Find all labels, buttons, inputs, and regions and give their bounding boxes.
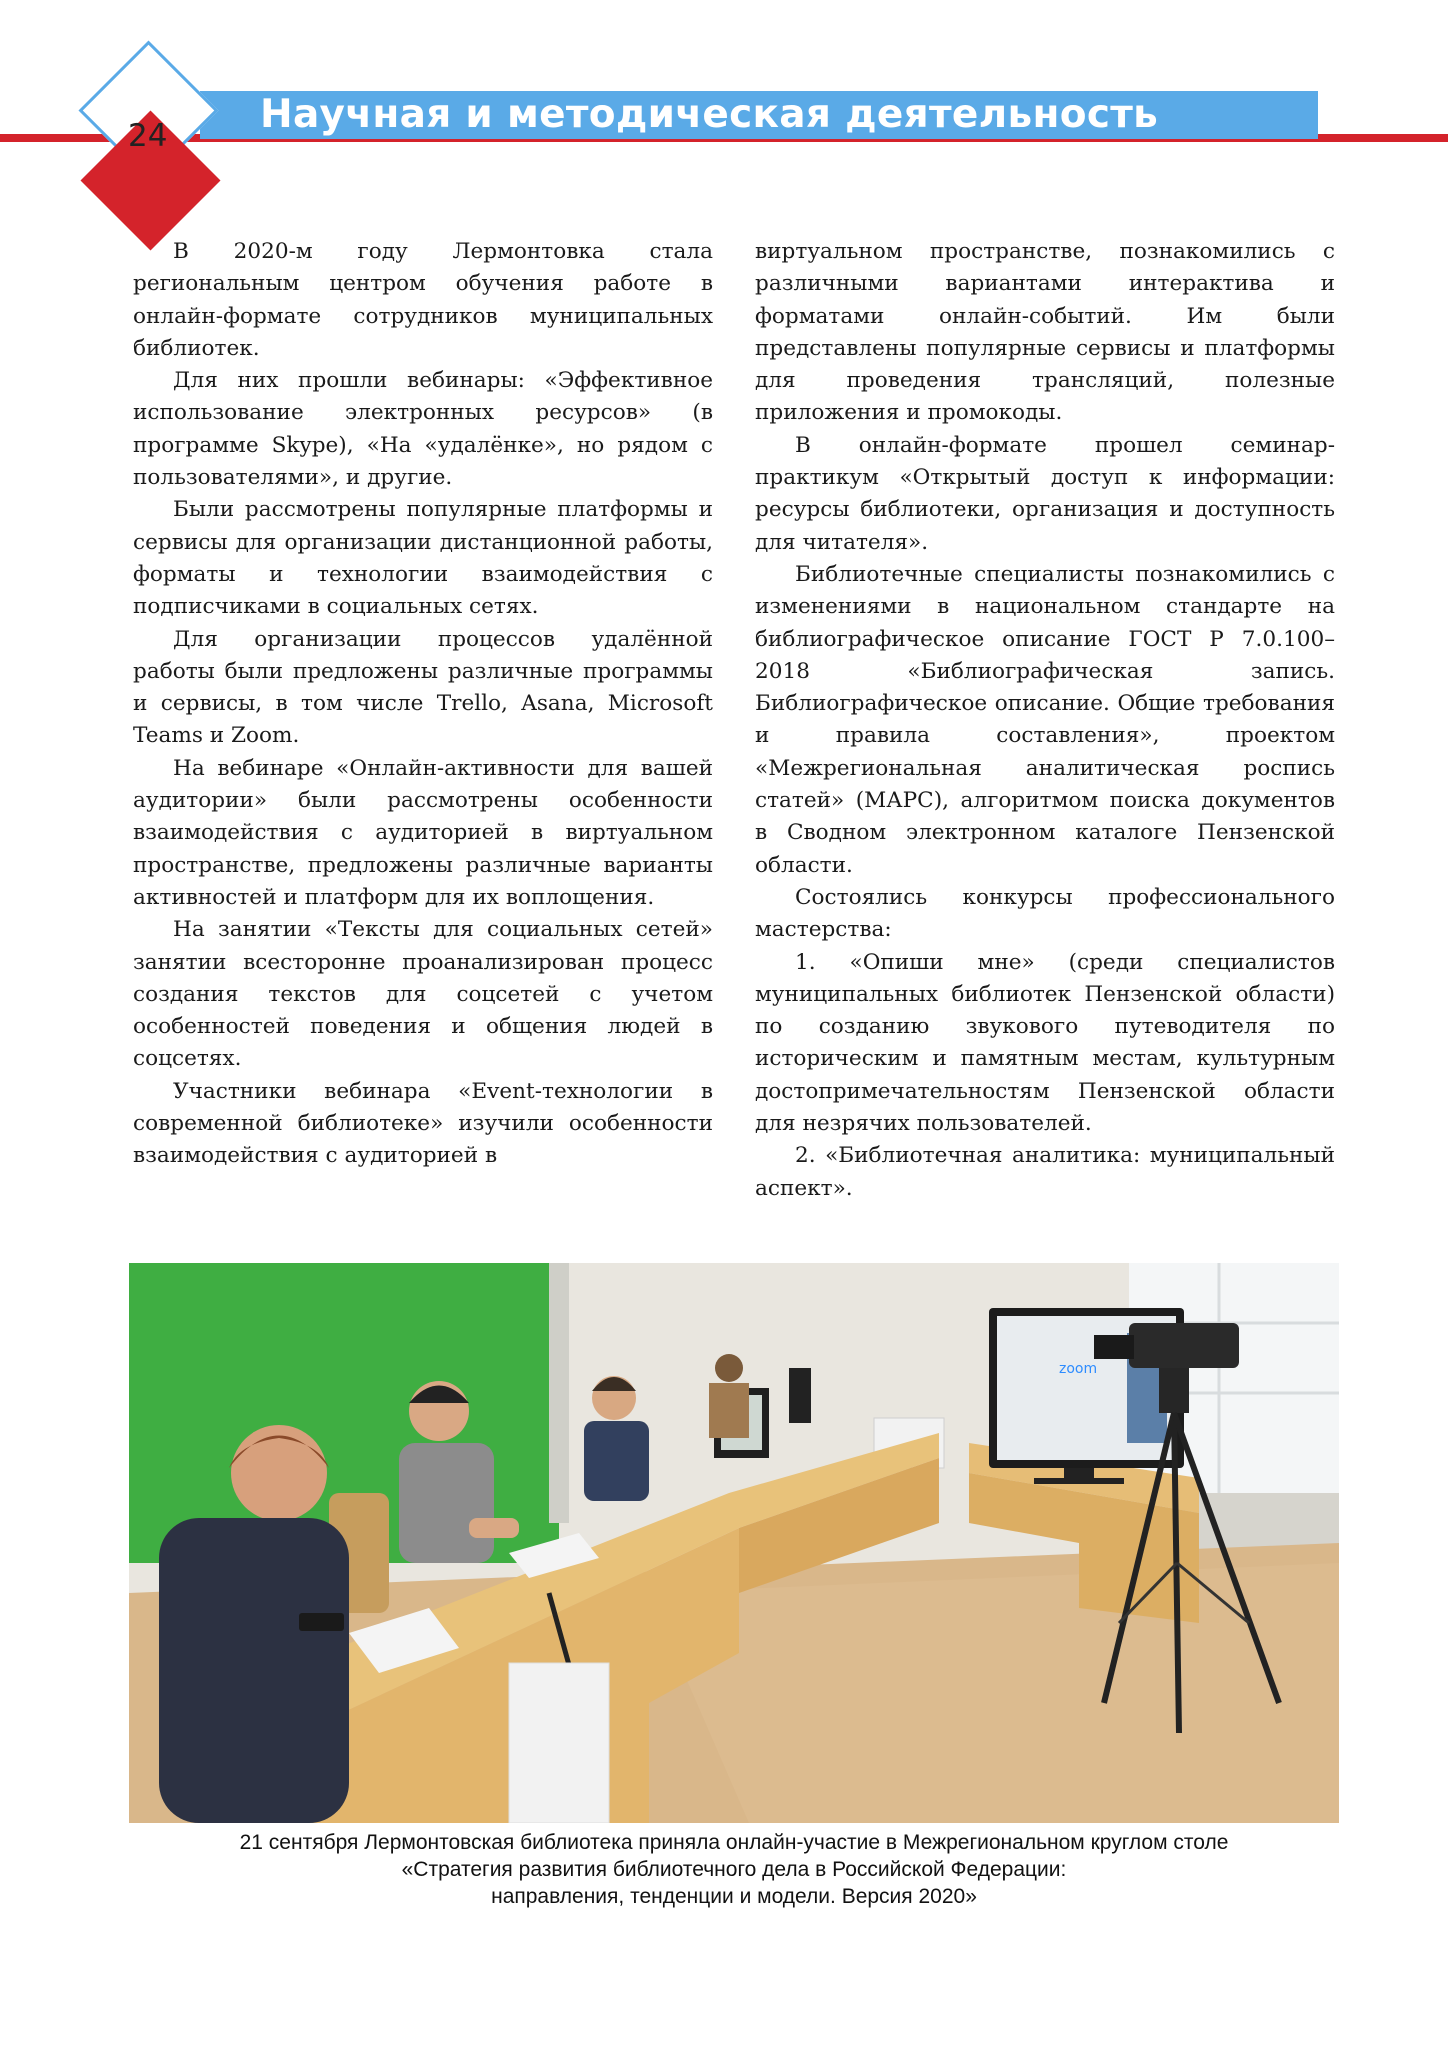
- paragraph: Состоялись конкурсы профессионального мастерства:: [755, 884, 1335, 943]
- zoom-logo-text: zoom: [1059, 1361, 1098, 1377]
- paragraph: Для организации процессов удалённой работы были предложены различные программы и сервисы, в том числе Trello, Asana, Microsoft Teams и Zoom.: [133, 626, 713, 749]
- woman-foreground: [159, 1518, 349, 1823]
- paragraph: Для них прошли вебинары: «Эффективное использование электронных ресурсов» (в программе Skype), «На «удалёнке», но рядом с пользователями», и другие.: [133, 368, 713, 491]
- man-sweater: [399, 1443, 494, 1563]
- white-box: [509, 1663, 609, 1823]
- caption-line: направления, тенденции и модели. Версия 2020»: [491, 1885, 977, 1908]
- right-text-column: [755, 236, 1335, 1205]
- event-photo: [129, 1263, 1339, 1823]
- paragraph: Участники вебинара «Event-технологии в современной библиотеке» изучили особенности взаимодействия с аудиторией в: [133, 1078, 713, 1169]
- paragraph: Библиотечные специалисты познакомились с изменениями в национальном стандарте на библиографическое описание ГОСТ Р 7.0.100–2018 «Библиографическая запись. Библиографическое описание. Общие требования и правила составления», проектом «Межрегиональная аналитическая роспись статей» (МАРС), алгоритмом поиска документов в Сводном электронном каталоге Пензенской области.: [755, 561, 1335, 878]
- paragraph-continuation: виртуальном пространстве, познакомились с различными вариантами интерактива и форматами онлайн-событий. Им были представлены популярные сервисы и платформы для проведения трансляций, полезные приложения и промокоды.: [755, 239, 1335, 426]
- paragraph: В 2020-м году Лермонтовка стала региональным центром обучения работе в онлайн-формате сотрудников муниципальных библиотек.: [133, 239, 713, 361]
- left-text-column: [133, 236, 713, 1173]
- paragraph: 1. «Опиши мне» (среди специалистов муниципальных библиотек Пензенской области) по созданию звукового путеводителя по историческим и памятным местам, культурным достопримечательностям Пензенской области для незрячих пользователей.: [755, 949, 1335, 1137]
- caption-line: «Стратегия развития библиотечного дела в Российской Федерации:: [401, 1858, 1067, 1881]
- caption-line: 21 сентября Лермонтовская библиотека приняла онлайн-участие в Межрегиональном круглом столе: [239, 1831, 1229, 1854]
- photo-illustration: [129, 1263, 1339, 1823]
- paragraph: Были рассмотрены популярные платформы и сервисы для организации дистанционной работы, форматы и технологии взаимодействия с подписчиками в социальных сетях.: [133, 497, 713, 620]
- paragraph: На занятии «Тексты для социальных сетей» занятии всесторонне проанализирован процесс создания текстов для соцсетей с учетом особенностей поведения и общения людей в соцсетях.: [133, 917, 713, 1072]
- section-title: Научная и методическая деятельность: [260, 92, 1159, 137]
- paragraph: В онлайн-формате прошел семинар-практикум «Открытый доступ к информации: ресурсы библиотеки, организация и доступность для читателя».: [755, 432, 1335, 555]
- video-camera: [1129, 1323, 1239, 1368]
- paragraph: На вебинаре «Онлайн-активности для вашей аудитории» были рассмотрены особенности взаимодействия с аудиторией в виртуальном пространстве, предложены различные варианты активностей и платформ для их воплощения.: [133, 755, 713, 910]
- page-number: 24: [128, 118, 168, 154]
- photo-caption: [129, 1829, 1339, 1910]
- paragraph: 2. «Библиотечная аналитика: муниципальный аспект».: [755, 1143, 1335, 1201]
